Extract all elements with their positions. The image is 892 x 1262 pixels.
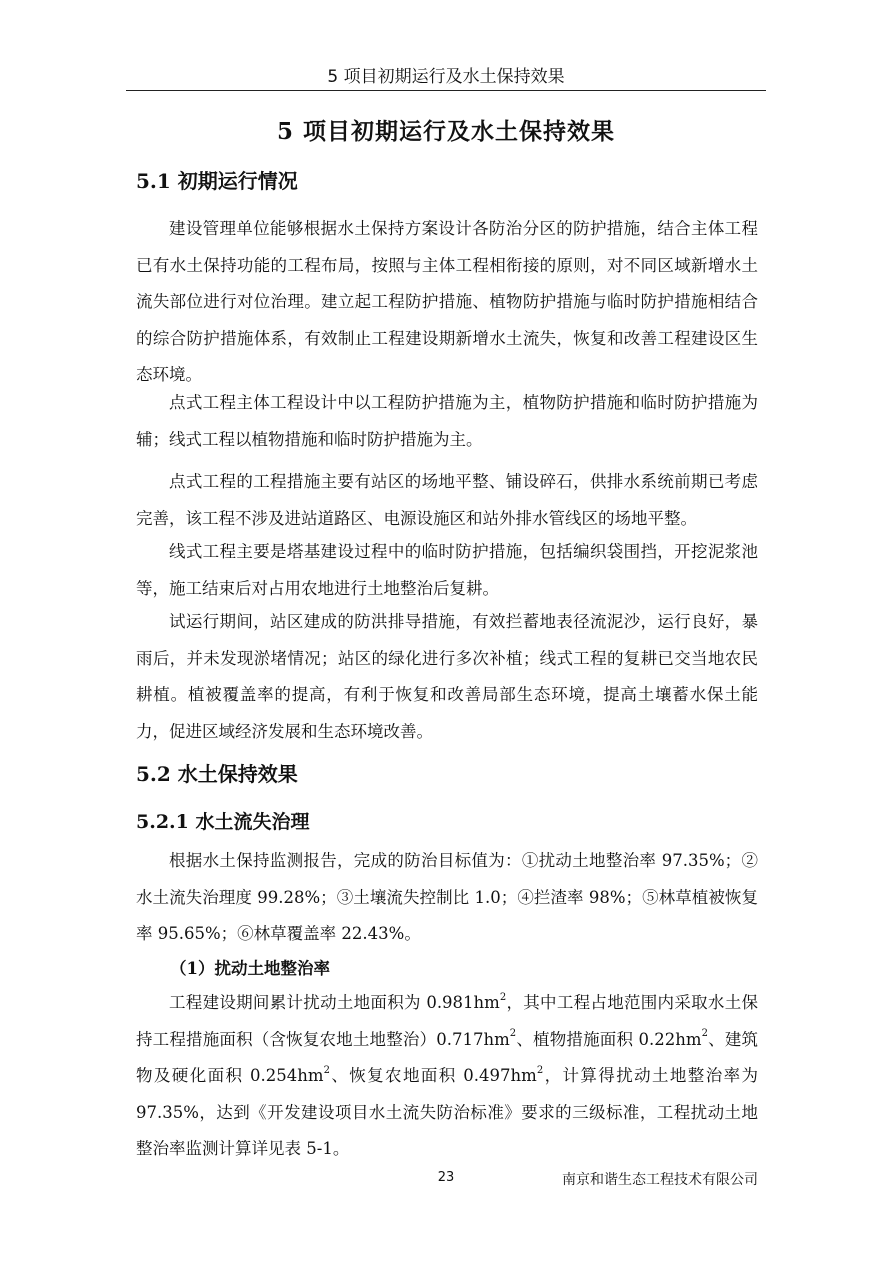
text-run: ，计算得扰动土地整治率为 97.35%，达到《开发建设项目水土流失防治标准》要求的三级标准，工程扰动土地整治率监测计算详见表 5-1。 <box>136 1066 758 1158</box>
paragraph: 根据水土保持监测报告，完成的防治目标值为：①扰动土地整治率 97.35%；②水土流失治理度 99.28%；③土壤流失控制比 1.0；④拦渣率 98%；⑤林草植被恢复率 95.65%；⑥林草覆盖率 22.43%。 <box>136 851 758 943</box>
paragraph <box>136 985 758 1168</box>
text-run: 、建筑物及硬化面积 0.254hm <box>136 1029 759 1085</box>
section-5-1-heading: 5.1 初期运行情况 <box>136 169 298 193</box>
paragraph: 点式工程的工程措施主要有站区的场地平整、铺设碎石，供排水系统前期已考虑完善，该工程不涉及进站道路区、电源设施区和站外排水管线区的场地平整。 <box>136 472 758 528</box>
item-heading: （1）扰动土地整治率 <box>170 959 330 978</box>
subsection-5-2-1-heading: 5.2.1 水土流失治理 <box>136 811 310 833</box>
superscript: 2 <box>701 1028 708 1039</box>
paragraph: 建设管理单位能够根据水土保持方案设计各防治分区的防护措施，结合主体工程已有水土保持功能的工程布局，按照与主体工程相衔接的原则，对不同区域新增水土流失部位进行对位治理。建立起工程防护措施、植物防护措施与临时防护措施相结合的综合防护措施体系，有效制止工程建设期新增水土流失，恢复和改善工程建设区生态环境。 <box>136 219 758 384</box>
superscript: 2 <box>323 1064 330 1076</box>
header-divider <box>126 90 766 91</box>
superscript: 2 <box>509 1028 517 1039</box>
text-run: ，其中工程占地范围内采取水土保持工程措施面积（含恢复农地土地整治）0.717hm <box>136 993 758 1049</box>
text-run: 、恢复农地面积 0.497hm <box>329 1066 537 1085</box>
chapter-title: 5 项目初期运行及水土保持效果 <box>276 118 615 145</box>
text-run: 、植物措施面积 0.22hm <box>516 1029 702 1049</box>
paragraph: 试运行期间，站区建成的防洪排导措施，有效拦蓄地表径流泥沙，运行良好，暴雨后，并未发现淤堵情况；站区的绿化进行多次补植；线式工程的复耕已交当地农民耕植。植被覆盖率的提高，有利于恢复和改善局部生态环境，提高土壤蓄水保土能力，促进区域经济发展和生态环境改善。 <box>136 612 758 741</box>
text-run: 工程建设期间累计扰动土地面积为 0.981hm <box>169 993 500 1012</box>
paragraph: 点式工程主体工程设计中以工程防护措施为主，植物防护措施和临时防护措施为辅；线式工程以植物措施和临时防护措施为主。 <box>136 393 758 449</box>
running-header: 5 项目初期运行及水土保持效果 <box>327 67 565 87</box>
superscript: 2 <box>499 991 507 1003</box>
paragraph: 线式工程主要是塔基建设过程中的临时防护措施，包括编织袋围挡，开挖泥浆池等，施工结束后对占用农地进行土地整治后复耕。 <box>136 542 758 598</box>
superscript: 2 <box>536 1064 544 1076</box>
section-5-2-heading: 5.2 水土保持效果 <box>136 762 298 786</box>
page-number: 23 <box>437 1170 455 1185</box>
company-name: 南京和谐生态工程技术有限公司 <box>562 1172 758 1188</box>
